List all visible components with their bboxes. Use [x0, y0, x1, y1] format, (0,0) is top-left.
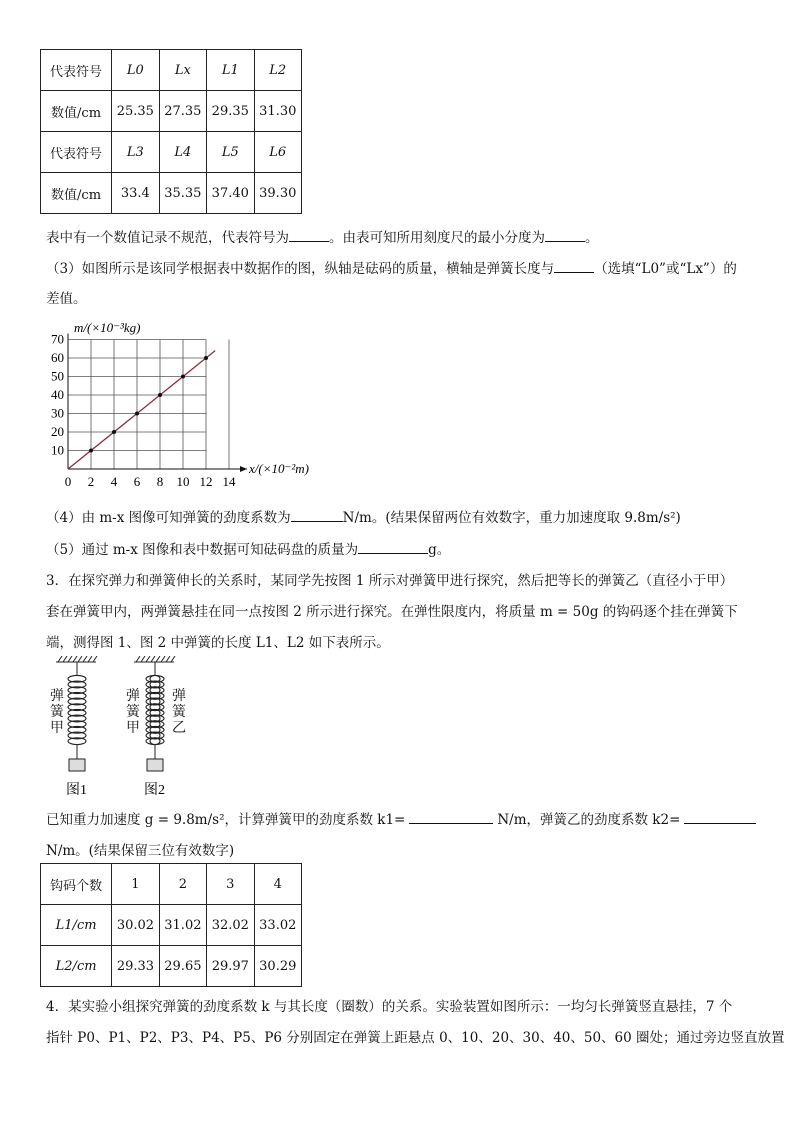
table-row [41, 91, 302, 132]
table-cell: 29.97 [207, 946, 254, 987]
x-tick-label: 8 [156, 474, 164, 489]
x-tick-label: 0 [64, 474, 72, 489]
q2-text-b: 。由表可知所用刻度尺的最小分度为 [329, 230, 545, 246]
table-cell: 27.35 [159, 91, 206, 132]
table-row [41, 905, 302, 946]
table-cell: L1 [207, 50, 254, 91]
x-tick-label: 12 [199, 474, 213, 489]
weight-icon [69, 759, 85, 771]
length-table [40, 49, 302, 214]
q5-text-a: （5）通过 m-x 图像和表中数据可知砝码盘的质量为 [46, 542, 359, 558]
table-cell: 32.02 [207, 905, 254, 946]
x-axis-label: x/(×10⁻²m) [249, 461, 309, 476]
y-tick-label: 40 [51, 387, 64, 402]
x-tick-label: 6 [133, 474, 141, 489]
q5-text-b: g。 [428, 542, 451, 558]
data-point [204, 356, 208, 360]
q3-text-a: （3）如图所示是该同学根据表中数据作的图，纵轴是砝码的质量，横轴是弹簧长度与 [46, 261, 555, 277]
table-cell: L2 [254, 50, 301, 91]
data-point [89, 449, 93, 453]
y-tick-label: 20 [51, 424, 64, 439]
table-cell: 33.4 [112, 173, 159, 214]
y-tick-label: 70 [51, 331, 64, 347]
table-cell: 31.30 [254, 91, 301, 132]
table-cell: 数值/cm [41, 173, 112, 214]
spring-figure [44, 656, 204, 801]
q4-text-b: N/m。(结果保留两位有效数字，重力加速度取 9.8m/s²) [342, 510, 681, 526]
answer-blank [289, 229, 329, 242]
q3-text-b: （选填“L0”或“Lx”）的 [594, 261, 737, 277]
table-cell: 3 [207, 864, 254, 905]
question-2-text [46, 226, 599, 246]
table-row [41, 946, 302, 987]
answer-blank [409, 811, 493, 824]
problem-3-line-5: N/m。(结果保留三位有效数字) [46, 843, 235, 859]
question-5-text [46, 538, 450, 558]
problem-4-line-1: 4．某实验小组探究弹簧的劲度系数 k 与其长度（圈数）的关系。实验装置如图所示：一均匀长弹簧竖直悬挂，7 个 [46, 999, 733, 1015]
y-tick-label: 50 [51, 368, 64, 384]
data-point [112, 430, 116, 434]
x-tick-label: 2 [87, 474, 95, 489]
y-tick-label: 10 [51, 442, 64, 458]
k2-text: N/m，弹簧乙的劲度系数 k2= [497, 812, 681, 828]
y-tick-label: 30 [51, 405, 64, 421]
table-cell: 30.29 [254, 946, 301, 987]
problem-3-line-3: 端，测得图 1、图 2 中弹簧的长度 L1、L2 如下表所示。 [46, 635, 390, 651]
table-cell: L2/cm [41, 946, 112, 987]
table-cell: 数值/cm [41, 91, 112, 132]
answer-blank [684, 811, 756, 824]
y-axis-label: m/(×10⁻³kg) [74, 320, 141, 335]
table-cell: 31.02 [159, 905, 206, 946]
table-cell: Lx [159, 50, 206, 91]
m-x-chart [40, 316, 330, 496]
spring-label: 弹簧乙 [172, 689, 186, 736]
problem-3-answer-line [46, 808, 756, 828]
spring-label: 弹簧甲 [50, 689, 64, 736]
weight-icon [147, 759, 163, 771]
answer-blank [358, 541, 428, 554]
data-point [181, 375, 185, 379]
table-cell: 35.35 [159, 173, 206, 214]
spring-length-table [40, 863, 302, 987]
table-cell: 29.35 [207, 91, 254, 132]
table-cell: 代表符号 [41, 50, 112, 91]
q3-text-c: 差值。 [46, 291, 87, 307]
question-3-text [46, 257, 737, 277]
problem-4-line-2: 指针 P0、P1、P2、P3、P4、P5、P6 分别固定在弹簧上距悬点 0、10、20、30、40、50、60 圈处；通过旁边竖直放置 [46, 1030, 785, 1046]
x-axis-arrow-icon [240, 466, 247, 472]
q2-text-a: 表中有一个数值记录不规范，代表符号为 [46, 230, 289, 246]
x-tick-label: 14 [222, 474, 236, 489]
table-cell: L6 [254, 132, 301, 173]
k1-text: 已知重力加速度 g = 9.8m/s²，计算弹簧甲的劲度系数 k1= [46, 812, 406, 828]
table-row [41, 50, 302, 91]
table-row [41, 173, 302, 214]
fig2-label: 图2 [144, 783, 165, 798]
y-tick-label: 60 [51, 350, 64, 365]
data-point [158, 393, 162, 397]
table-cell: 钩码个数 [41, 864, 112, 905]
data-point [135, 412, 139, 416]
table-cell: L3 [112, 132, 159, 173]
table-cell: L0 [112, 50, 159, 91]
table-cell: 1 [112, 864, 159, 905]
table-cell: 29.33 [112, 946, 159, 987]
answer-blank [291, 509, 343, 522]
x-tick-label: 10 [176, 474, 190, 489]
table-cell: 39.30 [254, 173, 301, 214]
q4-text-a: （4）由 m-x 图像可知弹簧的劲度系数为 [46, 510, 291, 526]
spring-label: 弹簧甲 [126, 689, 140, 736]
table-cell: 代表符号 [41, 132, 112, 173]
problem-3-line-1: 3．在探究弹力和弹簧伸长的关系时，某同学先按图 1 所示对弹簧甲进行探究，然后把等长的弹簧乙（直径小于甲） [46, 573, 734, 589]
question-4-text [46, 506, 681, 526]
problem-3-line-2: 套在弹簧甲内，两弹簧悬挂在同一点按图 2 所示进行探究。在弹性限度内，将质量 m = 50g 的钩码逐个挂在弹簧下 [46, 604, 738, 620]
x-tick-label: 4 [110, 474, 118, 489]
fig1-label: 图1 [66, 783, 87, 798]
table-cell: 25.35 [112, 91, 159, 132]
table-cell: L1/cm [41, 905, 112, 946]
table-cell: L4 [159, 132, 206, 173]
table-cell: 29.65 [159, 946, 206, 987]
table-cell: 4 [254, 864, 301, 905]
answer-blank [554, 260, 594, 273]
table-cell: 37.40 [207, 173, 254, 214]
answer-blank [545, 229, 585, 242]
table-cell: 30.02 [112, 905, 159, 946]
table-cell: 2 [159, 864, 206, 905]
q2-text-c: 。 [585, 230, 599, 246]
table-row [41, 864, 302, 905]
table-cell: L5 [207, 132, 254, 173]
table-row [41, 132, 302, 173]
table-cell: 33.02 [254, 905, 301, 946]
